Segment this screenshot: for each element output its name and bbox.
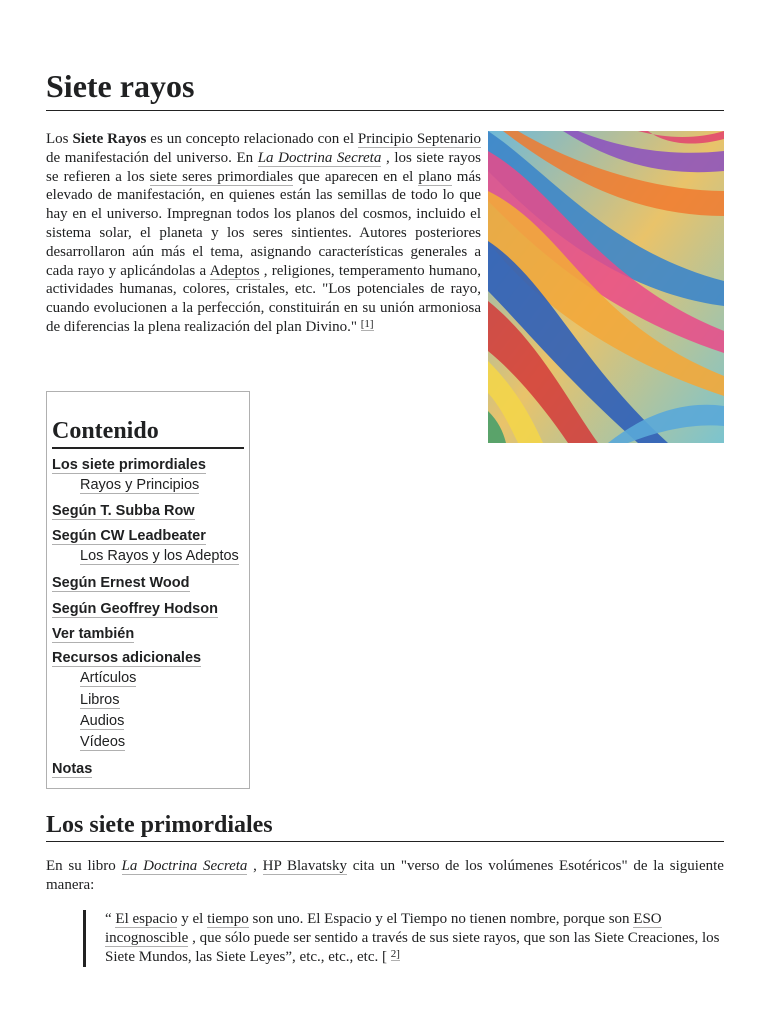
toc-item-rayos-y-adeptos[interactable] bbox=[80, 547, 239, 565]
link-eso[interactable]: ESO bbox=[633, 911, 662, 927]
lead-paragraph bbox=[46, 130, 481, 337]
text: En su libro bbox=[46, 858, 122, 874]
table-of-contents bbox=[46, 391, 250, 789]
text: , bbox=[247, 858, 263, 874]
toc-item-segun-geoffrey-hodson[interactable] bbox=[52, 600, 218, 618]
text: son uno. El Espacio y el Tiempo no tienen nombre, porque son bbox=[248, 911, 634, 927]
toc-item-audios[interactable] bbox=[80, 712, 124, 730]
link-adeptos[interactable]: Adeptos bbox=[209, 262, 260, 279]
toc-item-videos[interactable] bbox=[80, 733, 125, 751]
toc-item-label: Según T. Subba Row bbox=[52, 503, 195, 519]
text: , los siete rayos se refieren a los bbox=[46, 149, 482, 185]
link-la-doctrina-secreta[interactable]: La Doctrina Secreta bbox=[257, 149, 382, 166]
toc-item-libros[interactable] bbox=[80, 691, 120, 709]
link-plano[interactable]: plano bbox=[418, 168, 452, 185]
toc-item-label: Vídeos bbox=[80, 734, 126, 750]
section-paragraph bbox=[46, 857, 724, 895]
toc-item-label: Notas bbox=[52, 761, 93, 777]
link-el-espacio[interactable]: El espacio bbox=[115, 911, 178, 927]
link-hp-blavatsky[interactable]: HP Blavatsky bbox=[262, 858, 347, 874]
rays-painting-image[interactable] bbox=[488, 131, 724, 443]
text: y el bbox=[177, 911, 208, 927]
toc-item-segun-ernest-wood[interactable] bbox=[52, 574, 190, 592]
toc-title: Contenido bbox=[52, 416, 244, 449]
toc-item-notas[interactable] bbox=[52, 760, 92, 778]
toc-item-label: Libros bbox=[80, 692, 120, 708]
toc-item-label: Los Rayos y los Adeptos bbox=[80, 548, 239, 564]
toc-item-label: Ver también bbox=[52, 626, 135, 642]
toc-item-rayos-y-principios[interactable] bbox=[80, 476, 199, 494]
toc-item-recursos-adicionales[interactable] bbox=[52, 649, 201, 667]
toc-item-label: Según Geoffrey Hodson bbox=[52, 601, 218, 617]
toc-item-ver-tambien[interactable] bbox=[52, 625, 134, 643]
link-siete-seres-primordiales[interactable]: siete seres primordiales bbox=[149, 168, 294, 185]
painting-swirls bbox=[488, 131, 724, 443]
blockquote bbox=[83, 910, 725, 967]
toc-item-label: Artículos bbox=[80, 670, 137, 686]
link-tiempo[interactable]: tiempo bbox=[207, 911, 249, 927]
reference-2[interactable]: 2] bbox=[390, 948, 400, 960]
page-title: Siete rayos bbox=[46, 66, 724, 111]
link-la-doctrina-secreta[interactable]: La Doctrina Secreta bbox=[121, 858, 248, 874]
text: es un concepto relacionado con el bbox=[146, 131, 358, 147]
toc-item-label: Audios bbox=[80, 713, 125, 729]
text: “ bbox=[105, 911, 116, 927]
toc-item-segun-subba-row[interactable] bbox=[52, 502, 195, 520]
toc-item-los-siete-primordiales[interactable] bbox=[52, 456, 206, 474]
toc-item-label: Los siete primordiales bbox=[52, 457, 206, 473]
toc-item-label: Según Ernest Wood bbox=[52, 575, 190, 591]
text: más elevado de manifestación, en quienes están las semillas de todo lo que hay en el universo. Impregnan todos los planos del cosmos, incluido el sistema solar, el planeta y los seres sintientes. Autores posteriores desarrollaron aún más el tema, asignando características generales a cada rayo y aplicándolas a bbox=[46, 168, 481, 279]
section-heading: Los siete primordiales bbox=[46, 810, 724, 842]
reference-1[interactable]: [1] bbox=[360, 317, 374, 330]
text: Los bbox=[46, 131, 73, 147]
link-principio-septenario[interactable]: Principio Septenario bbox=[357, 131, 481, 147]
text: , que sólo puede ser sentido a través de sus siete rayos, que son las Siete Creaciones, los Siete Mundos, las Siete Leyes”, etc., etc., etc. [ bbox=[105, 930, 720, 965]
toc-item-label: Recursos adicionales bbox=[52, 650, 202, 666]
text: cita un "verso de los volúmenes Esotéricos" de la siguiente manera: bbox=[46, 858, 724, 893]
toc-item-articulos[interactable] bbox=[80, 669, 136, 687]
bold-term: Siete Rayos bbox=[72, 131, 147, 147]
toc-item-label: Según CW Leadbeater bbox=[52, 528, 206, 544]
toc-item-label: Rayos y Principios bbox=[80, 477, 200, 493]
link-incognoscible[interactable]: incognoscible bbox=[105, 930, 189, 946]
text: de manifestación del universo. En bbox=[46, 149, 258, 166]
text: que aparecen en el bbox=[293, 168, 419, 185]
toc-item-segun-leadbeater[interactable] bbox=[52, 527, 206, 545]
text: , religiones, temperamento humano, actividades humanas, colores, cristales, etc. "Los potenciales de rayo, cuando evolucionen a la perfección, constituirán en su unión armoniosa de diferencias la plena realización del plan Divino." bbox=[46, 262, 481, 335]
